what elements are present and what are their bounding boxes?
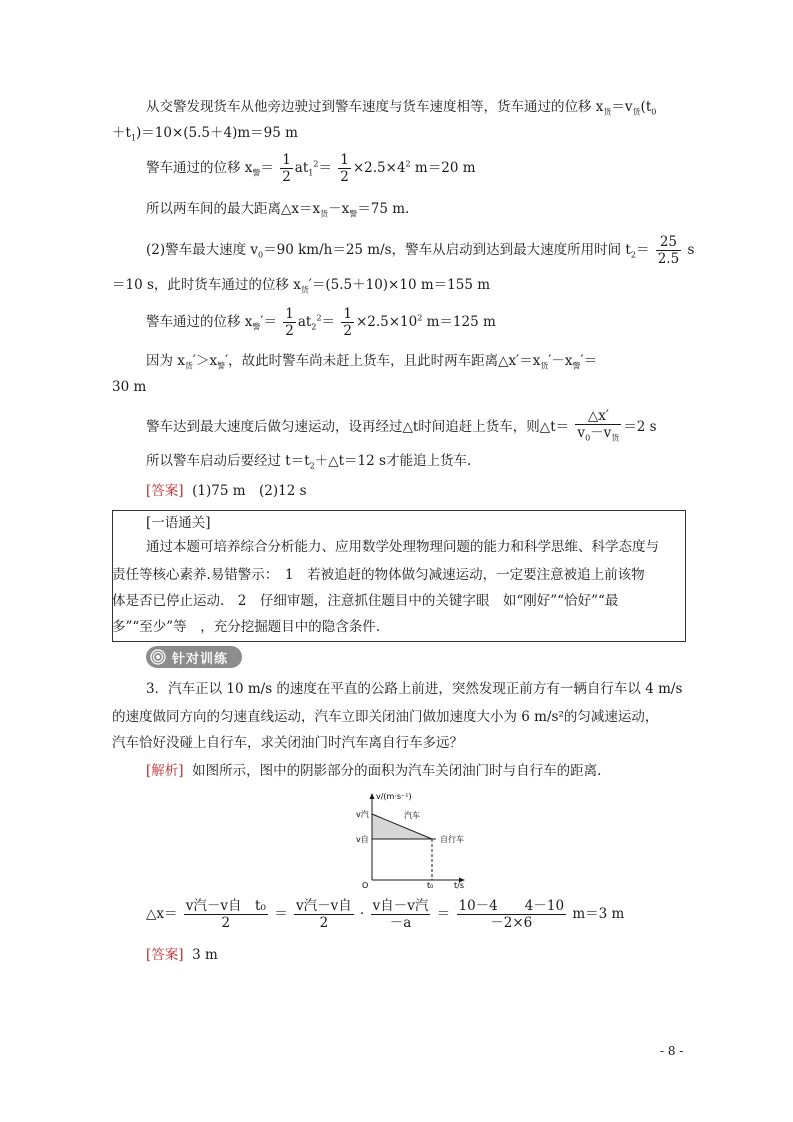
summary-title: [一语通关] xyxy=(146,515,211,531)
fraction: $\frac{10-4 4-10}{-2\times 6}$ xyxy=(458,898,565,931)
t0-label: t₀ xyxy=(427,881,434,890)
fraction: $\frac{\triangle x'}{v_0-v_货}$ xyxy=(577,408,620,443)
problem-line: 的速度做同方向的匀速直线运动，汽车立即关闭油门做加速度大小为 6 m/s²的匀减速运动， xyxy=(112,709,659,725)
v-car-label: v汽 xyxy=(356,810,369,819)
summary-line: 责任等核心素养.易错警示： 1 若被追赶的物体做匀减速运动，一定要注意被追上前该物 xyxy=(112,567,645,583)
solution-line: 因为 $x_货'>x_警'$，故此时警车尚未赶上货车，且此时两车距离$\triangle x'=x_货'-x_警'=$ xyxy=(146,353,598,371)
analysis-line: [解析] 如图所示，图中的阴影部分的面积为汽车关闭油门时与自行车的距离. xyxy=(146,763,602,779)
analysis-tag: [解析] xyxy=(146,763,184,779)
answer-line: [答案] (1)75 m (2)12 s xyxy=(146,483,307,499)
fraction-half: $\frac{1}{2}$ xyxy=(343,306,352,339)
answer-line: [答案] 3 m xyxy=(146,947,218,963)
solution-line: 30 m xyxy=(112,379,147,395)
fraction: $\frac{\text{v汽－v自 t₀}}{2}$ xyxy=(185,898,266,931)
solution-line: 警车通过的位移 $x_警=$ $\frac{1}{2}$ $at_1^2=$ $\frac{1}{2}$ $\times 2.5\times 4^2$ m＝20 m xyxy=(146,152,476,185)
fraction: $\frac{25}{2.5}$ xyxy=(657,234,680,267)
car-label: 汽车 xyxy=(404,811,420,820)
solution-line: 警车达到最大速度后做匀速运动，设再经过△t时间追赶上货车，则△t＝ $\frac{\triangle x'}{v_0-v_货}$ ＝2 s xyxy=(146,408,657,447)
formula-line: △x＝ $\frac{\text{v汽－v自 t₀}}{2}$ ＝ $\frac{\text{v汽－v自}}{2}$ · $\frac{\text{v自－v汽}}{-a}$ ＝ $\frac{10-4 4-10}{-2\times 6}$ m＝3 m xyxy=(146,898,625,931)
y-axis-label: v/(m·s⁻¹) xyxy=(376,792,412,801)
solution-line: 所以警车启动后要经过 $t=t_2+\triangle t=12$ s才能追上货车. xyxy=(146,453,472,471)
v-bike-label: v自 xyxy=(356,835,369,844)
problem-line: 汽车恰好没碰上自行车，求关闭油门时汽车离自行车多远？ xyxy=(112,735,463,751)
solution-line: 警车通过的位移 $x_警'=$ $\frac{1}{2}$ $at_2^2=$ $\frac{1}{2}$ $\times 2.5\times 10^2$ m＝125 m xyxy=(146,306,496,339)
origin-label: O xyxy=(362,881,369,890)
fraction-half: $\frac{1}{2}$ xyxy=(340,152,349,185)
summary-line: 体是否已停止运动. 2 仔细审题，注意抓住题目中的关键字眼 如“刚好”“恰好”“最 xyxy=(112,593,619,609)
target-icon xyxy=(150,649,166,665)
x-axis-label: t/s xyxy=(454,881,464,890)
answer-tag: [答案] xyxy=(146,483,184,499)
solution-line: 从交警发现货车从他旁边驶过到警车速度与货车速度相等，货车通过的位移 $x_货=v_货(t_0$ xyxy=(146,99,657,117)
fraction: $\frac{\text{v自－v汽}}{-a}$ xyxy=(372,898,429,931)
solution-line: ＝10 s，此时货车通过的位移 $x_货'=(5.5+10)\times 10$ m＝155 m xyxy=(112,277,491,295)
problem-line: 3．汽车正以 10 m/s 的速度在平直的公路上前进，突然发现正前方有一辆自行车以 4 m/s xyxy=(146,681,683,697)
answer-tag: [答案] xyxy=(146,947,184,963)
solution-line: $+t_1)=10\times(5.5+4)m=95$ m xyxy=(112,125,298,143)
vt-graph xyxy=(350,790,480,890)
page-number: - 8 - xyxy=(660,1044,684,1058)
solution-line: (2)警车最大速度 $v_0=90$ km/h＝25 m/s，警车从启动到达到最大速度所用时间 $t_2=$ $\frac{25}{2.5}$ s xyxy=(146,234,695,267)
summary-line: 通过本题可培养综合分析能力、应用数学处理物理问题的能力和科学思维、科学态度与 xyxy=(146,539,659,555)
fraction-half: $\frac{1}{2}$ xyxy=(285,306,294,339)
summary-line: 多”“至少”等 ，充分挖掘题目中的隐含条件. xyxy=(112,619,380,635)
bike-label: 自行车 xyxy=(440,835,464,844)
training-badge: 针对训练 xyxy=(146,646,242,668)
solution-line: 所以两车间的最大距离$\triangle x=x_货-x_警=75$ m. xyxy=(146,201,410,219)
fraction-half: $\frac{1}{2}$ xyxy=(282,152,291,185)
fraction: $\frac{\text{v汽－v自}}{2}$ xyxy=(295,898,352,931)
